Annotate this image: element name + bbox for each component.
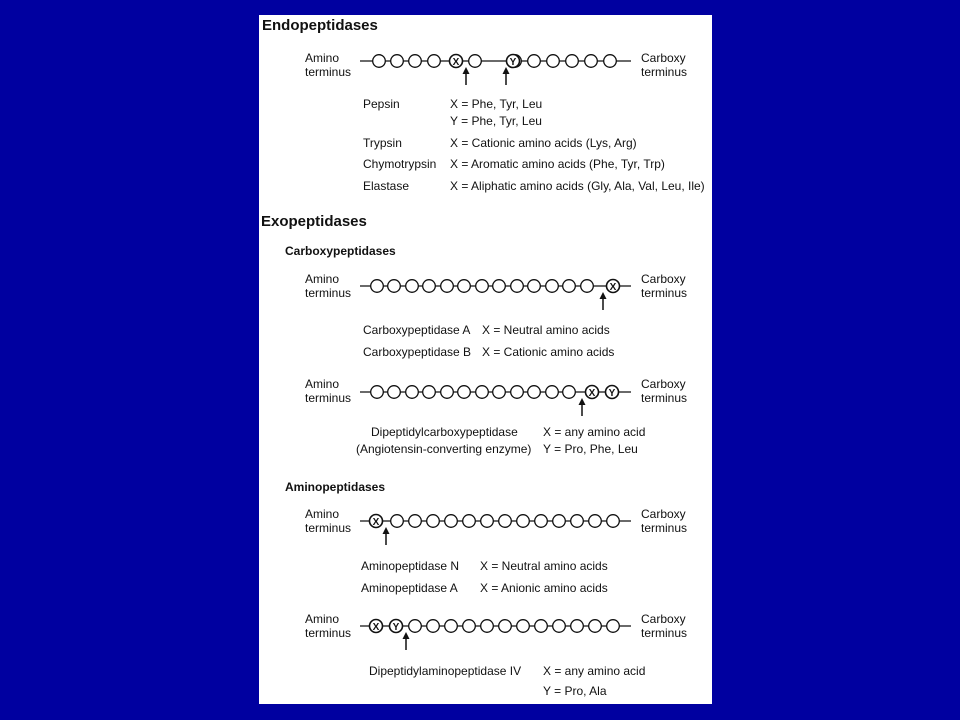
residue-label-x: X: [588, 388, 596, 399]
enzyme-name: Trypsin: [363, 136, 402, 150]
residue-label-y: Y: [608, 388, 616, 399]
amino-terminus-label: Amino terminus: [305, 507, 352, 535]
cleavage-rule: X = Neutral amino acids: [480, 559, 608, 573]
amino-acid-residue: [481, 620, 494, 633]
enzyme-name: Aminopeptidase A: [361, 581, 458, 595]
amino-terminus-label: Amino terminus: [305, 612, 352, 640]
residue-label-x: X: [372, 517, 380, 528]
amino-acid-residue: [463, 620, 476, 633]
carboxypeptidases-heading: Carboxypeptidases: [285, 244, 396, 258]
carboxy-terminus-label: Carboxy terminus: [641, 272, 688, 300]
amino-acid-residue: [427, 620, 440, 633]
amino-acid-residue: [571, 620, 584, 633]
endopeptidases-heading: Endopeptidases: [262, 17, 378, 34]
enzyme-name: Dipeptidylaminopeptidase IV: [369, 664, 522, 678]
cleavage-rule: X = Cationic amino acids: [482, 345, 615, 359]
carboxy-terminus-label: Carboxy terminus: [641, 507, 688, 535]
cleavage-rule: X = Aliphatic amino acids (Gly, Ala, Val, Leu, Ile): [450, 179, 705, 193]
enzyme-name: Carboxypeptidase A: [363, 323, 471, 337]
enzyme-name: Pepsin: [363, 97, 400, 111]
amino-acid-residue: [607, 620, 620, 633]
amino-acid-residue: [553, 620, 566, 633]
residue-label-y: Y: [509, 57, 517, 68]
amino-terminus-label: Amino terminus: [305, 272, 352, 300]
amino-acid-residue: [535, 620, 548, 633]
amino-acid-residue: [589, 620, 602, 633]
enzyme-name: Elastase: [363, 179, 410, 193]
enzyme-name: Dipeptidylcarboxypeptidase: [371, 425, 518, 439]
cleavage-rule: Y = Pro, Phe, Leu: [543, 442, 638, 456]
amino-acid-residue: [409, 620, 422, 633]
cleavage-rule: Y = Pro, Ala: [543, 684, 607, 698]
amino-acid-residue: [445, 620, 458, 633]
amino-acid-residue: [517, 620, 530, 633]
cleavage-rule: X = any amino acid: [543, 664, 646, 678]
carboxy-terminus-label: Carboxy terminus: [641, 51, 688, 79]
enzyme-name: Carboxypeptidase B: [363, 345, 472, 359]
enzyme-note: (Angiotensin-converting enzyme): [356, 442, 532, 456]
residue-label-x: X: [372, 622, 380, 633]
cleavage-rule: X = Cationic amino acids (Lys, Arg): [450, 136, 637, 150]
exopeptidases-heading: Exopeptidases: [261, 213, 367, 230]
cleavage-rule: Y = Phe, Tyr, Leu: [450, 114, 542, 128]
residue-label-x: X: [452, 57, 460, 68]
enzyme-name: Chymotrypsin: [363, 157, 437, 171]
cleavage-rule: X = Anionic amino acids: [480, 581, 608, 595]
amino-terminus-label: Amino terminus: [305, 51, 352, 79]
amino-acid-residue: [499, 620, 512, 633]
peptide-chain-dipeptidyl-amino: [259, 15, 712, 704]
aminopeptidases-heading: Aminopeptidases: [285, 480, 386, 494]
cleavage-rule: X = Phe, Tyr, Leu: [450, 97, 543, 111]
cleavage-rule: X = Neutral amino acids: [482, 323, 610, 337]
cleavage-rule: X = any amino acid: [543, 425, 646, 439]
diagram-panel: [259, 15, 712, 704]
cleavage-arrow-icon: [403, 632, 410, 650]
cleavage-rule: X = Aromatic amino acids (Phe, Tyr, Trp): [450, 157, 665, 171]
carboxy-terminus-label: Carboxy terminus: [641, 612, 688, 640]
amino-terminus-label: Amino terminus: [305, 377, 352, 405]
carboxy-terminus-label: Carboxy terminus: [641, 377, 688, 405]
residue-label-y: Y: [392, 622, 400, 633]
enzyme-name: Aminopeptidase N: [361, 559, 460, 573]
residue-label-x: X: [609, 282, 617, 293]
